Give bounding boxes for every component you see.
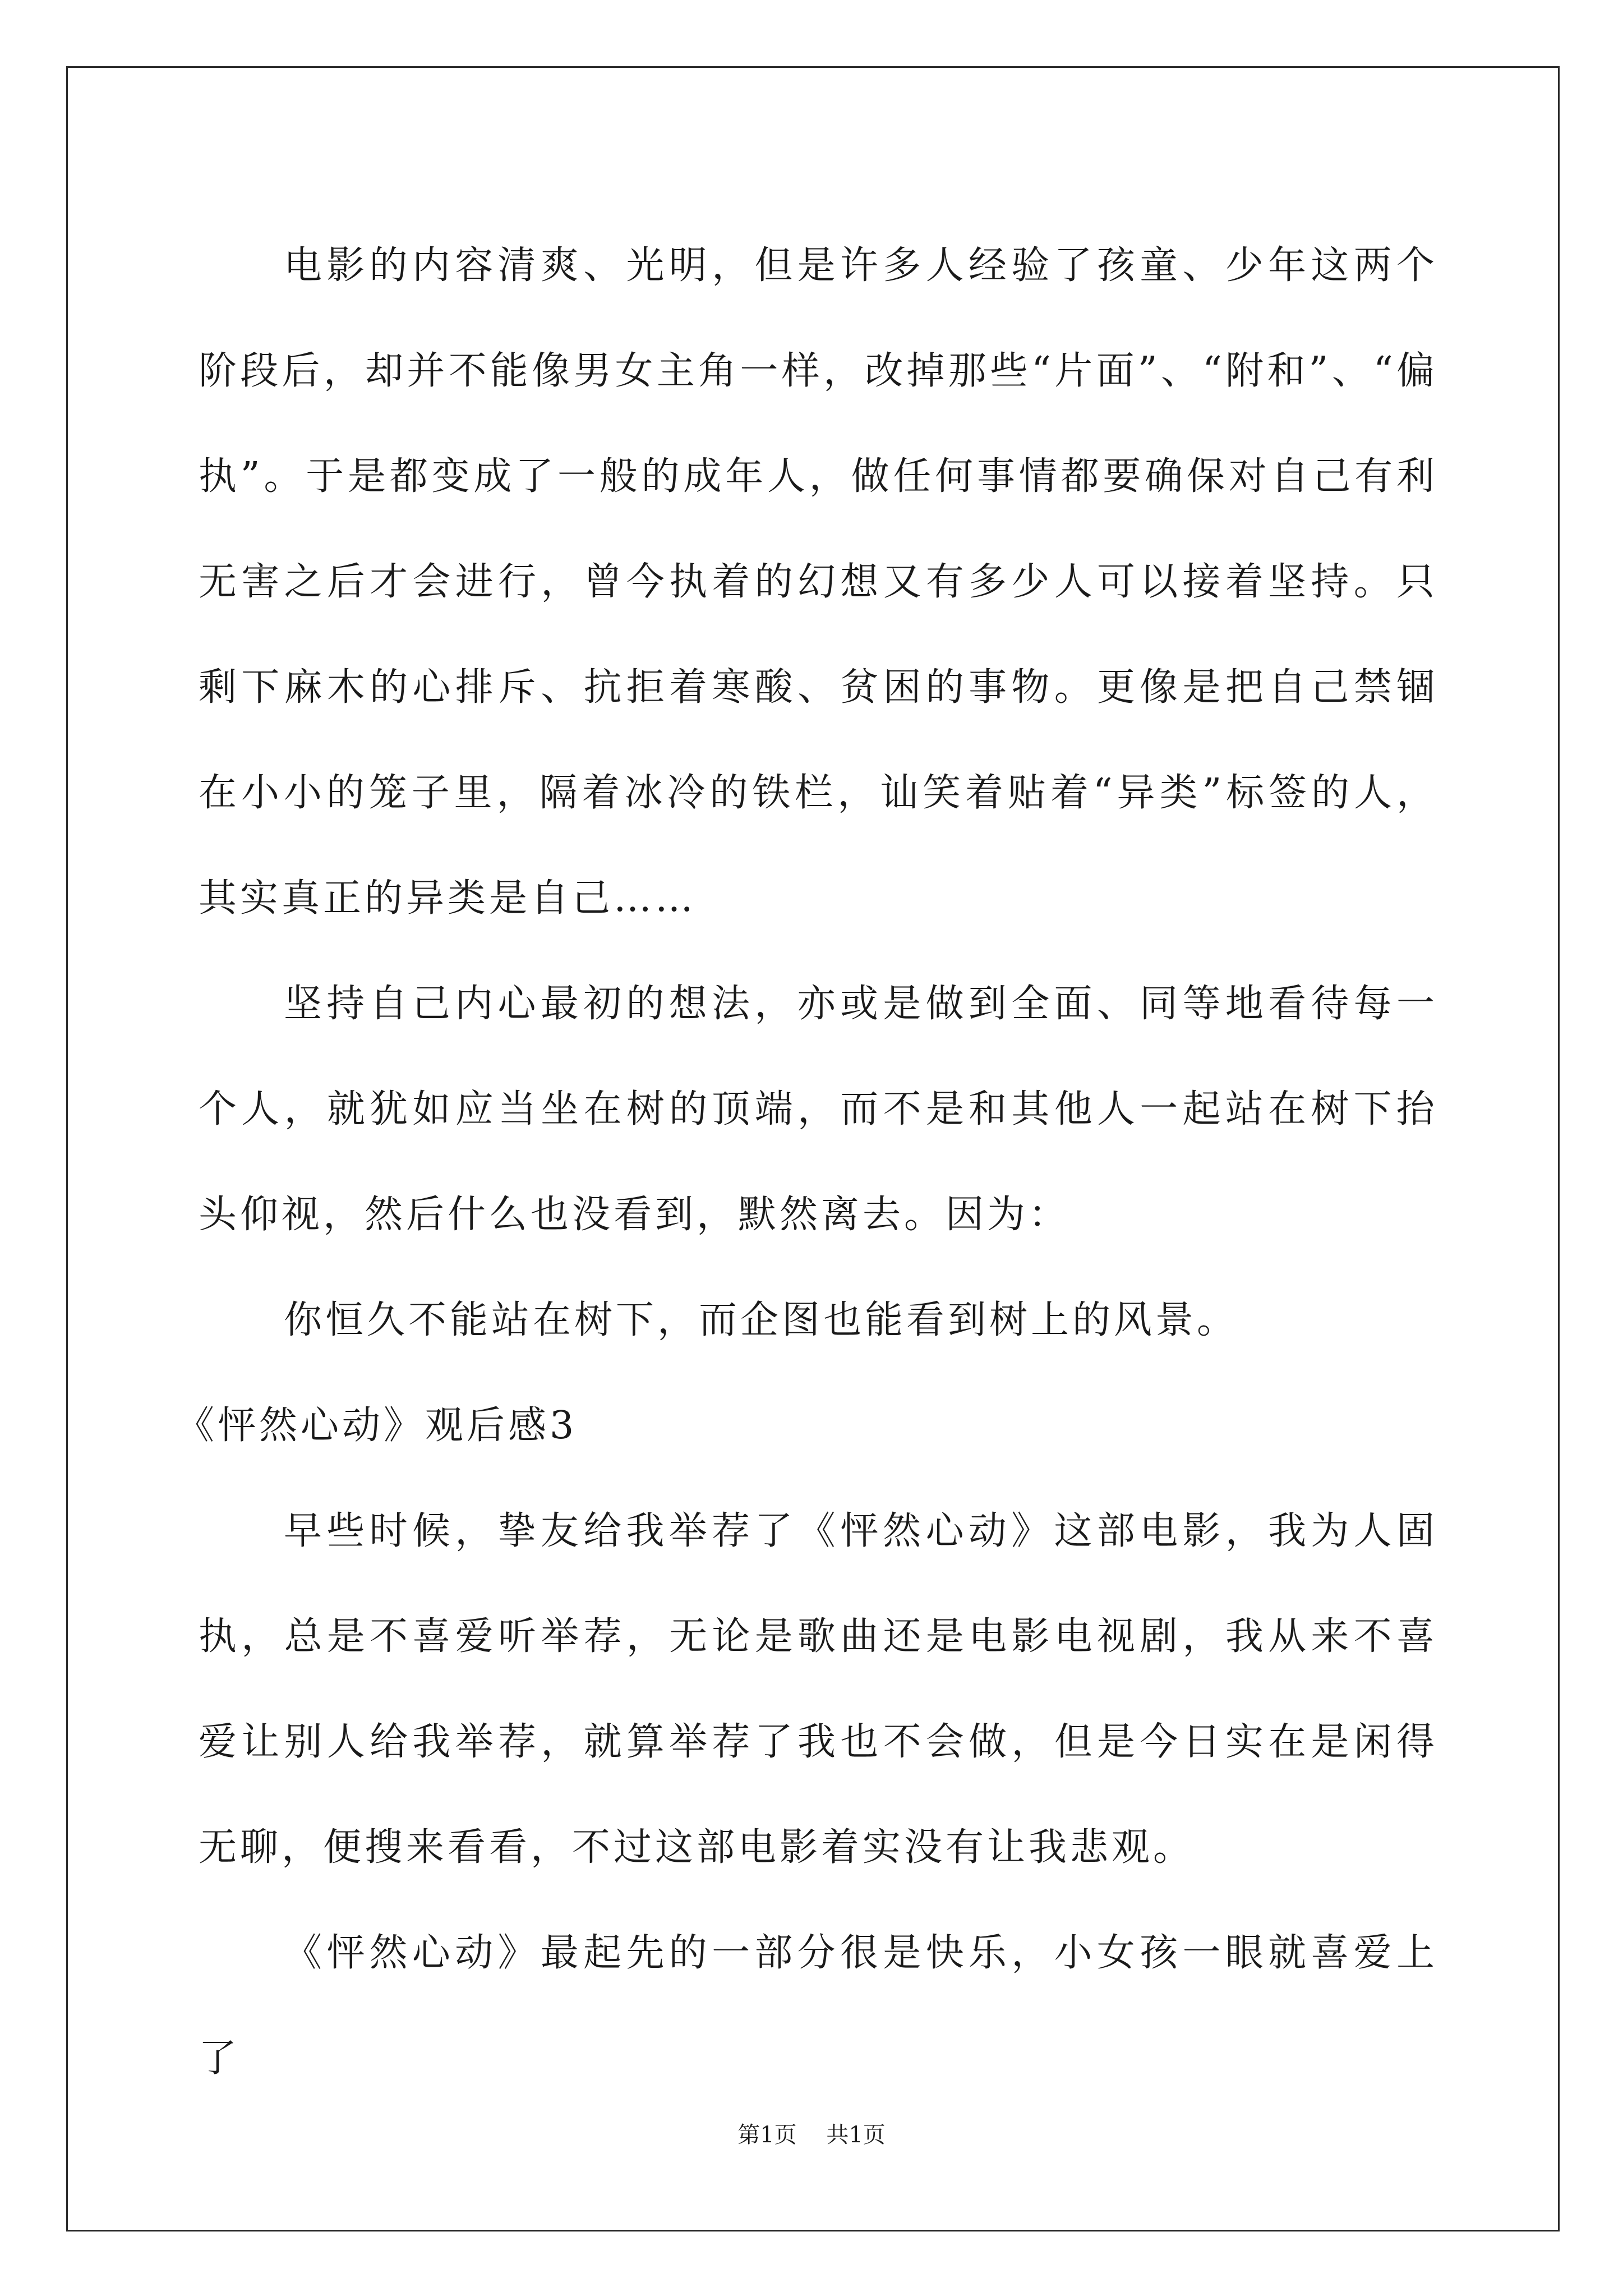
paragraph-1: 电影的内容清爽、光明，但是许多人经验了孩童、少年这两个阶段后，却并不能像男女主角一样，改掉那些“片面”、“附和”、“偏执”。于是都变成了一般的成年人，做任何事情都要确保对自己有利无害之后才会进行，曾今执着的幻想又有多少人可以接着坚持。只剩下麻木的心排斥、抗拒着寒酸、贫困的事物。更像是把自己禁锢在小小的笼子里，隔着冰冷的铁栏，讪笑着贴着“异类”标签的人，其实真正的异类是自己…… (199, 243, 1438, 921)
page-number: 第1页 (737, 2122, 797, 2148)
document-body (176, 213, 1438, 2111)
paragraph-5: 《怦然心动》最起先的一部分很是快乐，小女孩一眼就喜爱上了 (199, 1931, 1438, 2081)
paragraph-2: 坚持自己内心最初的想法，亦或是做到全面、同等地看待每一个人，就犹如应当坐在树的顶端，而不是和其他人一起站在树下抬头仰视，然后什么也没看到，默然离去。因为： (199, 982, 1438, 1237)
page-footer (0, 2119, 1623, 2151)
page-total: 共1页 (826, 2122, 886, 2148)
section-heading: 《怦然心动》观后感3 (176, 1404, 578, 1448)
paragraph-3: 你恒久不能站在树下，而企图也能看到树上的风景。 (284, 1298, 1239, 1342)
paragraph-4: 早些时候，挚友给我举荐了《怦然心动》这部电影，我为人固执，总是不喜爱听举荐，无论是歌曲还是电影电视剧，我从来不喜爱让别人给我举荐，就算举荐了我也不会做，但是今日实在是闲得无聊，便搜来看看，不过这部电影着实没有让我悲观。 (199, 1509, 1438, 1870)
